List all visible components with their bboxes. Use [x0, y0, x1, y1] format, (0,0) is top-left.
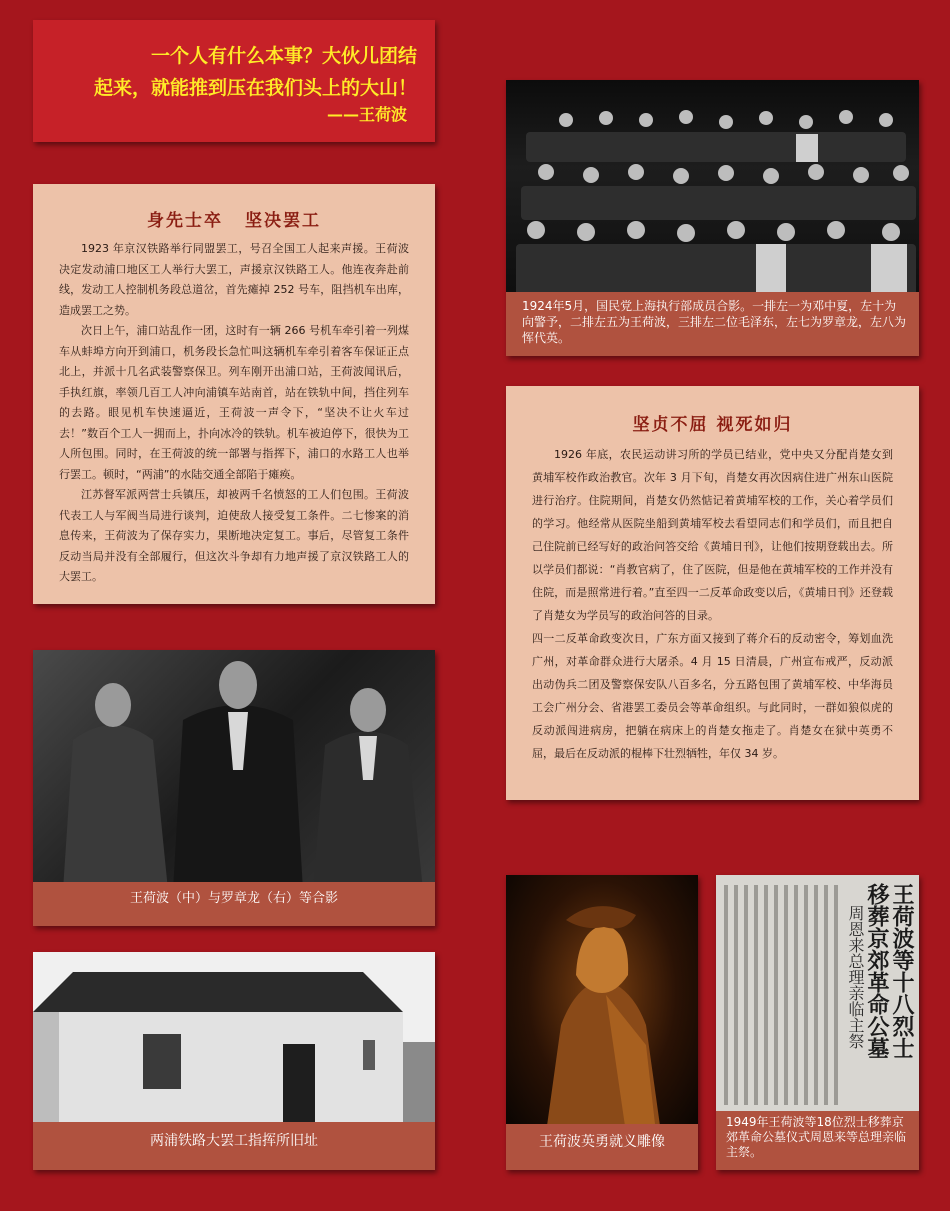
group-photo-caption: 1924年5月，国民党上海执行部成员合影。一排左一为邓中夏，左十为向警予，二排左五为王荷波，三排左二位毛泽东，左七为罗章龙，左八为恽代英。	[506, 292, 919, 356]
statue-photo-caption: 王荷波英勇就义雕像	[506, 1124, 698, 1170]
article-paragraph: 1926 年底，农民运动讲习所的学员已结业，党中央又分配肖楚女到黄埔军校作政治教官。次年 3 月下旬，肖楚女再次因病住进广州东山医院进行治疗。住院期间，肖楚女仍然惦记着黄埔军校的工作，关心着学员们的学习。他经常从医院坐船到黄埔军校去看望同志们和学员们，而且把自己住院前已经写好的政治问答交给《黄埔日刊》，让他们按期登载出去。所以学员们都说：“肖教官病了，住了医院，但是他在黄埔军校的工作并没有住院，而是照常进行着。”直至四一二反革命政变以后，《黄埔日刊》还登载了肖楚女为学员写的政治问答的目录。	[532, 448, 893, 622]
portrait-photo-figures	[33, 650, 435, 890]
heading-part-right: 坚决罢工	[245, 211, 321, 231]
group-photo-frame	[506, 80, 919, 356]
group-photo	[506, 80, 919, 298]
article-card-martyr	[506, 386, 919, 800]
article-paragraph: 次日上午，浦口站乱作一团，这时有一辆 266 号机车牵引着一列煤车从蚌埠方向开到浦口，机务段长急忙叫这辆机车牵引着客车保证正点北上，并派十几名武装警察保卫。列车刚开出浦口站，王荷波闻讯后，手执红旗，率领几百工人冲向浦镇车站南首，站在铁轨中间，挡住列车的去路。眼见机车快速逼近，王荷波一声令下，“坚决不让火车过去！”数百个工人一拥而上，扑向冰冷的铁轨。机车被迫停下，很快为工人所包围。同时，在王荷波的统一部署与指挥下，浦口的水路工人也举行罢工。顿时，“两浦”的水陆交通全部陷于瘫痪。	[59, 324, 409, 481]
newspaper-headline-vertical: 周恩来总理亲临主祭	[846, 905, 865, 1049]
portrait-photo-caption: 王荷波（中）与罗章龙（右）等合影	[33, 882, 435, 926]
article-heading: 坚贞不屈 视死如归	[632, 415, 793, 435]
building-photo-frame	[33, 952, 435, 1170]
article-paragraph: 江苏督军派两营士兵镇压，却被两千名愤怒的工人们包围。王荷波代表工人与军阀当局进行谈判，迫使敌人接受复工条件。二七惨案的消息传来，王荷波为了保存实力，果断地决定复工。事后，尽管复工条件反动当局并没有全部履行，但这次斗争却有力地声援了京汉铁路工人的大罢工。	[59, 488, 409, 583]
quote-author: ——王荷波	[326, 105, 407, 124]
newspaper-headline-vertical: 王荷波等十八烈士	[889, 883, 915, 1059]
building-photo	[33, 952, 435, 1132]
building-photo-drawing	[33, 952, 435, 1132]
quote-line-2: 起来，就能推到压在我们头上的大山！	[93, 77, 417, 99]
newspaper-photo	[716, 875, 919, 1115]
article-paragraph: 1923 年京汉铁路举行同盟罢工，号召全国工人起来声援。王荷波决定发动浦口地区工人举行大罢工，声援京汉铁路工人。他连夜奔赴前线，发动工人控制机务段总道岔，首先瘫掉 252 号车，阻挡机车出库，造成罢工之势。	[59, 242, 409, 317]
article-heading	[59, 206, 409, 231]
quote-box	[33, 20, 435, 142]
newspaper-photo-caption: 1949年王荷波等18位烈士移葬京郊革命公墓仪式周恩来等总理亲临主祭。	[716, 1111, 919, 1170]
statue-photo	[506, 875, 698, 1133]
newspaper-headline-vertical: 移葬京郊革命公墓	[864, 883, 890, 1059]
group-photo-figures	[506, 80, 919, 298]
article-card-strike	[33, 184, 435, 604]
portrait-photo-frame	[33, 650, 435, 926]
quote-line-1: 一个人有什么本事？大伙儿团结	[150, 45, 417, 67]
statue-photo-frame	[506, 875, 698, 1170]
article-paragraph: 四一二反革命政变次日，广东方面又接到了蒋介石的反动密令，筹划血洗广州，对革命群众进行大屠杀。4 月 15 日清晨，广州宣布戒严，反动派出动伪兵二团及警察保安队八百多名，分五路包围了黄埔军校、中华海员工会广州分会、省港罢工委员会等革命组织。与此同时，一群如狼似虎的反动派闯进病房，把躺在病床上的肖楚女拖走了。肖楚女在狱中英勇不屈，最后在反动派的棍棒下壮烈牺牲，年仅 34 岁。	[532, 632, 893, 760]
heading-part-left: 身先士卒	[147, 211, 223, 231]
newspaper-photo-frame	[716, 875, 919, 1170]
statue-figure	[506, 875, 698, 1133]
portrait-photo	[33, 650, 435, 890]
building-photo-caption: 两浦铁路大罢工指挥所旧址	[33, 1122, 435, 1170]
